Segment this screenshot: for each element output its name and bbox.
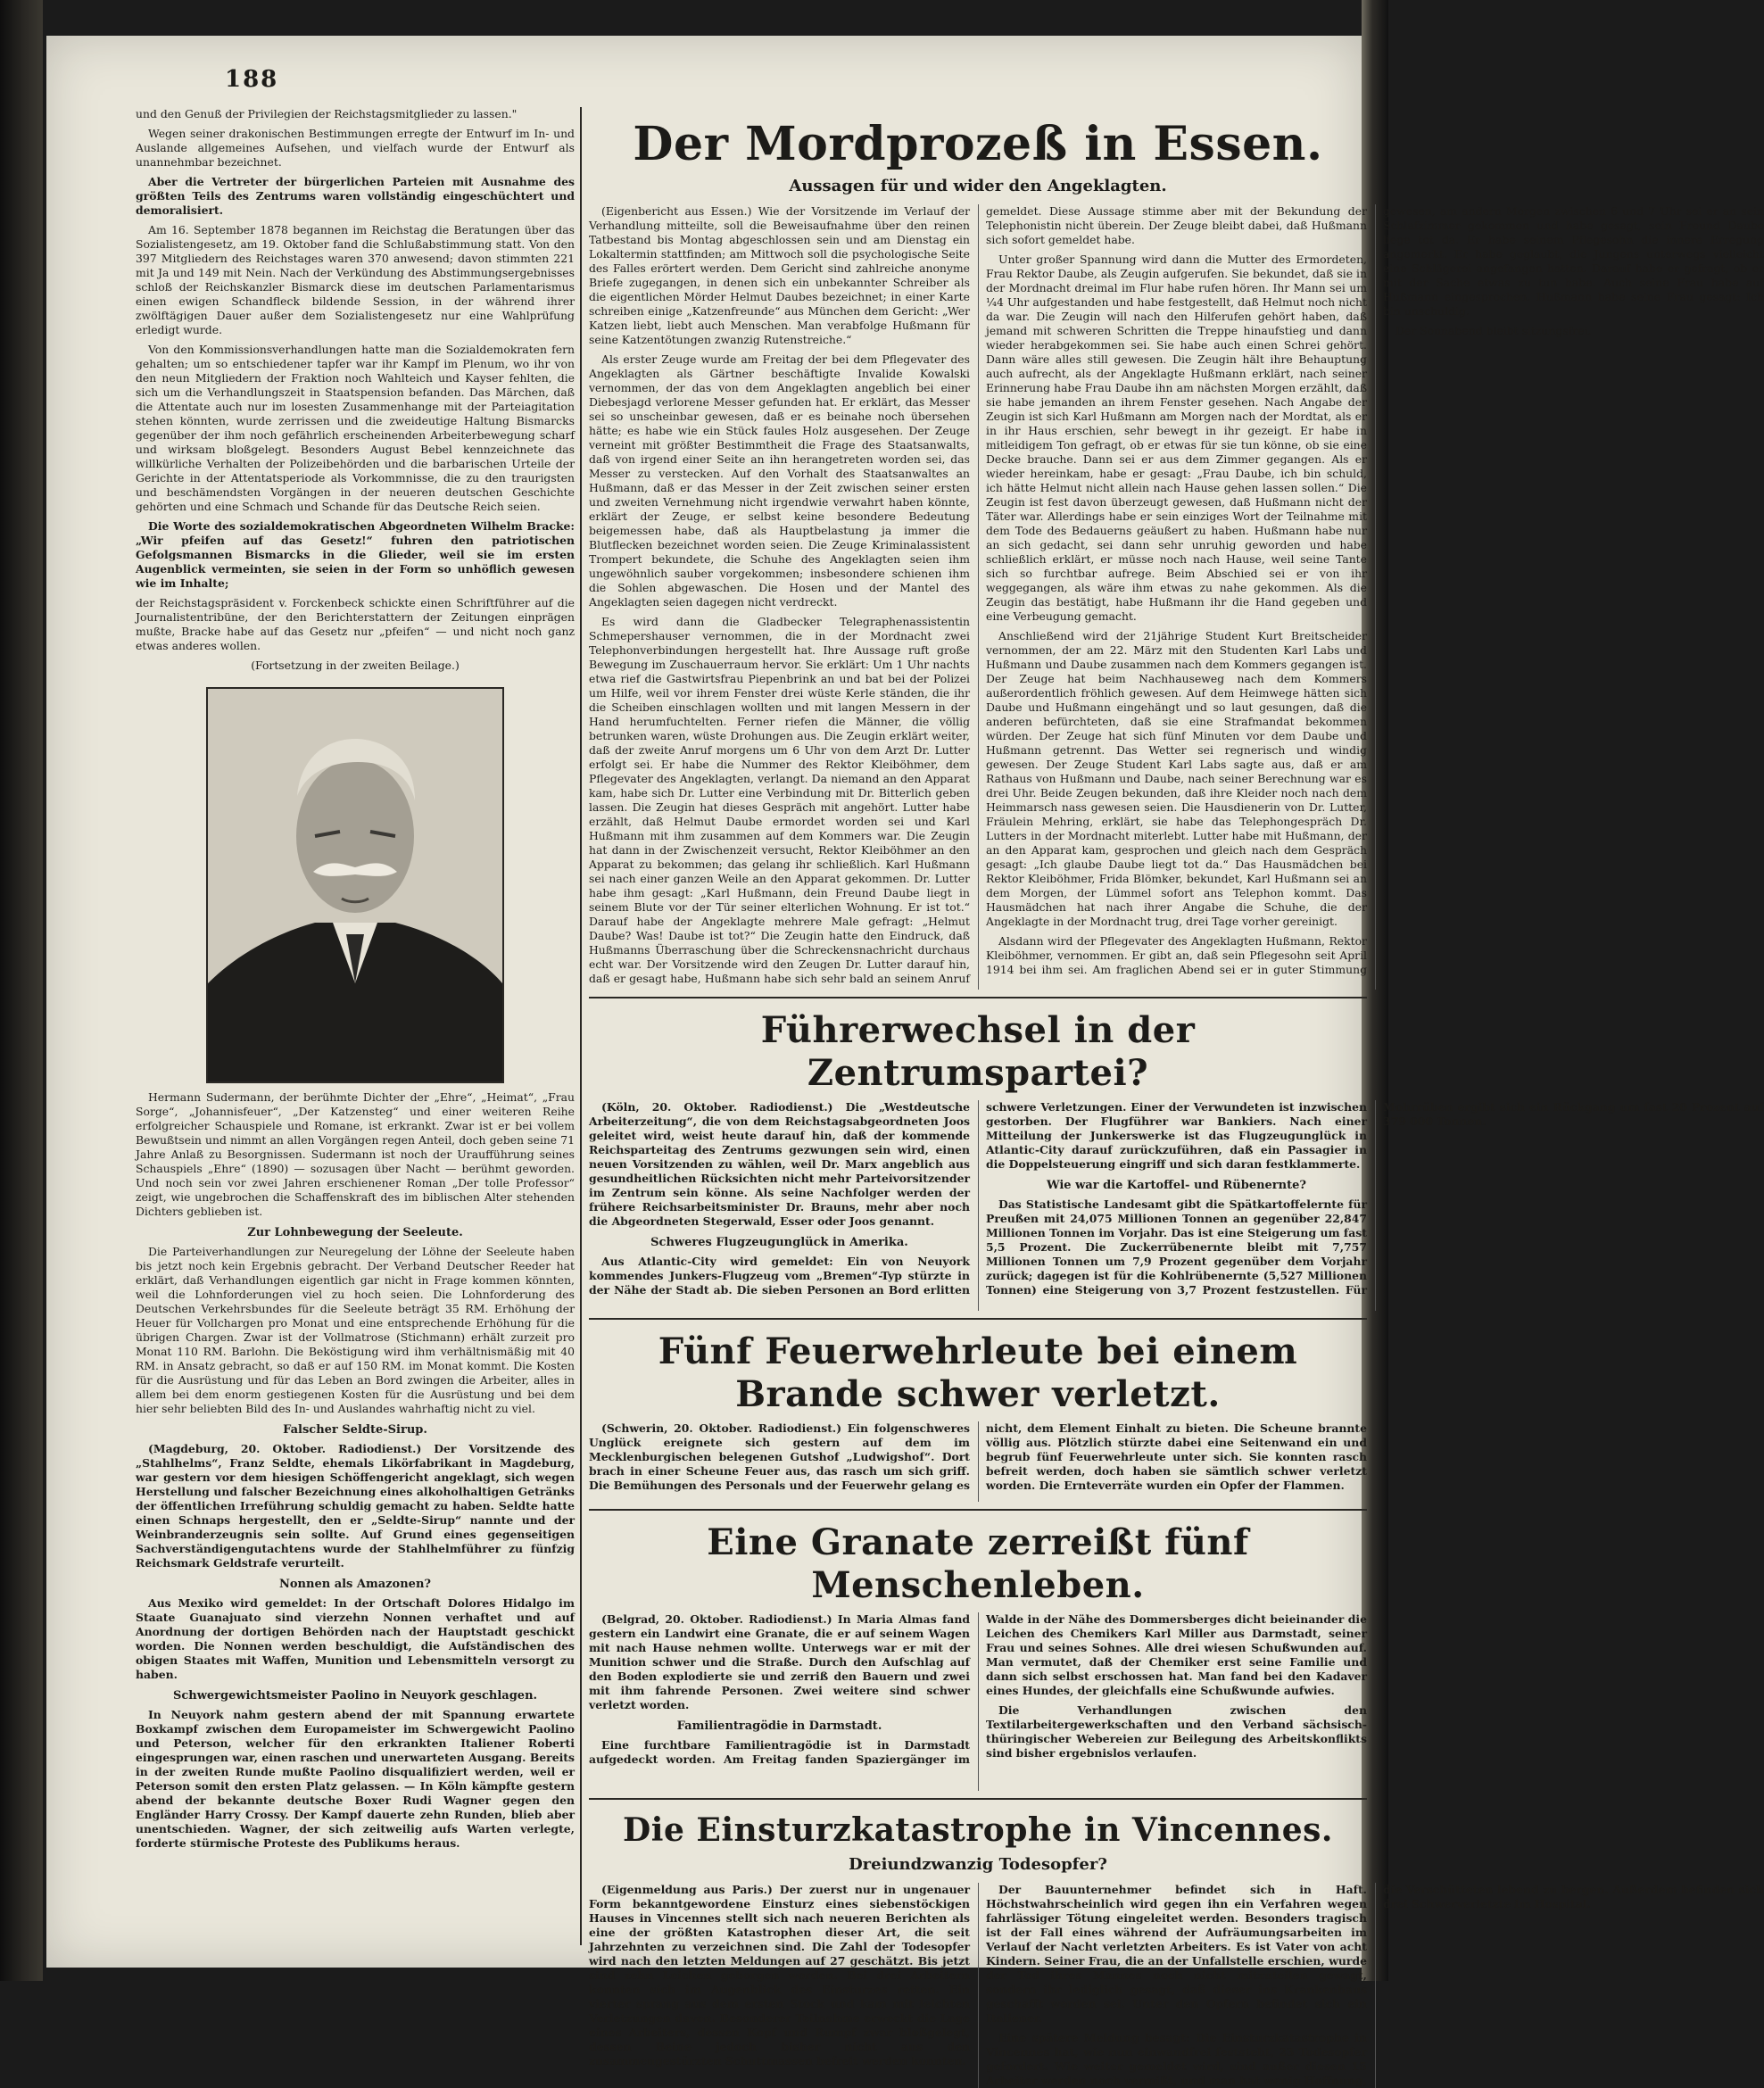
mord-headline: Der Mordprozeß in Essen.: [633, 117, 1323, 171]
left-p12: In Neuyork nahm gestern abend der mit Spannung erwartete Boxkampf zwischen dem Europameister im Schwergewicht Paolino und Peterson, welcher für den erkrankten Italiener Roberti eingesprungen war, einen raschen und unerwarteten Ausgang. Bereits in der zweiten Runde mußte Paolino disqualifiziert werden, weil er Peterson somit den ersten Platz gelassen. — In Köln kämpfte gestern abend der bekannte deutsche Boxer Rudi Wagner gegen den Engländer Harry Crossy. Der Kampf dauerte zehn Runden, blieb aber unentschieden. Wagner, der sich zeitweilig aufs Warten verlegte, forderte stürmische Proteste des Publikums heraus.: [136, 1708, 575, 1850]
mord-p6: Alsdann wird der Pflegevater des Angeklagten Hußmann, Rektor Kleiböhmer, vernommen. Er gibt an, daß sein Pflegesohn seit April 1914 bei ihm sei. Am fraglichen Abend sei er in guter Stimmung gewesen, am andern Morgen zwischen 6 und 7 Uhr sei er an sein Schlafzimmer gekommen und habe gesagt, sein Freund Daube liege tot da. Er habe seinem Pflegesohn die innere Erregung angemerkt. Er habe geglaubt, die Jungens unterwegs vielleicht eine Schlägerei angefangen hatten. Darauf habe er gefragt, ob er mit der Sache etwas zu tun habe. Auch seine Frau habe auf Hußmann eingesprochen. Hußmann habe seine Frau gesagt: Ich bin unschuldig.: [986, 204, 1764, 976]
left-p7: der Reichstagspräsident v. Forckenbeck schickte einen Schriftführer auf die Journalistentribüne, der den Berichterstattern der Zeitungen einprägen mußte, Bracke habe auf das Gesetz nur „pfeifen“ — und nicht noch ganz etwas anderes wollen.: [136, 596, 575, 652]
book-binding: [0, 0, 43, 1981]
fuehrer-p2: Aus Atlantic-City wird gemeldet: Ein von Neuyork kommendes Junkers-Flugzeug vom „Bremen“-Typ stürzte in der Nähe der Stadt ab. Die sieben Personen an Bord erlitten schwere Verletzungen. Einer der Verwundeten ist inzwischen gestorben. Der Flugführer war Bankiers. Nach einer Mitteilung der Junkerswerke ist das Flugzeugunglück in Atlantic-City darauf zurückzuführen, daß ein Passagier in die Doppelsteuerung eingriff und sich daran festklammerte.: [589, 1100, 1367, 1297]
portrait-photo: [206, 687, 504, 1083]
feuer-headline: Fünf Feuerwehrleute bei einem Brande schwer verletzt.: [658, 1330, 1298, 1415]
heading-paolino: Schwergewichtsmeister Paolino in Neuyork geschlagen.: [172, 1689, 538, 1703]
granate-p3: Die Verhandlungen zwischen den Textilarbeitergewerkschaften und den Verband sächsisch-thüringischer Webereien zur Beilegung des Arbeitskonflikts sind bisher ergebnislos verlaufen.: [986, 1703, 1367, 1760]
fuehrer-sub1: Schweres Flugzeugunglück in Amerika.: [650, 1236, 908, 1249]
newspaper-page: [46, 36, 1764, 2087]
mord-p5: Anschließend wird der 21jährige Student Kurt Breitscheider vernommen, der am 22. März mit den Studenten Karl Labs und Hußmann und Daube zusammen nach dem Kommers gegangen ist. Der Zeuge hat beim Nachhauseweg nach dem Kommers außerordentlich fröhlich gewesen. Auf dem Heimwege hätten sich Daube und Hußmann eingehängt und so laut gesungen, daß die anderen befürchteten, daß sie eine Strafmandat bekommen würden. Der Zeuge hat sich fünf Minuten vor dem Daube und Hußmann getrennt. Das Wetter sei regnerisch und windig gewesen. Der Zeuge Student Karl Labs sagte aus, daß er am Rathaus von Hußmann und Daube, nach seiner Berechnung war es drei Uhr. Beide Zeugen bekunden, daß ihre Kleider noch nach dem Heimmarsch nass gewesen seien. Die Hausdienerin von Dr. Lutter, Fräulein Mehring, erklärt, sie habe das Telephongespräch Dr. Lutters in der Mordnacht miterlebt. Lutter habe mit Hußmann, der an den Apparat kam, gesprochen und gleich nach dem Gespräch gesagt: „Ich glaube Daube liegt tot da.“ Das Hausmädchen bei Rektor Kleiböhmer, Frida Blömker, bekundet, Karl Hußmann sei an dem Morgen, der Lümmel sofort ans Telephon kommt. Das Hausmädchen hat nach ihrer Angabe die Schuhe, die der Angeklagte in der Mordnacht trug, drei Tage vorher gereinigt.: [986, 629, 1367, 928]
mord-p7: Der Sonnabend bleibt sitzungsfrei.: [1395, 324, 1592, 337]
left-p4: Am 16. September 1878 begannen im Reichstag die Beratungen über das Sozialistengesetz, am 19. Oktober fand die Schlußabstimmung statt. Von den 397 Mitgliedern des Reichstages waren 370 anwesend; davon stimmten 221 mit Ja und 149 mit Nein. Nach der Verkündung des Abstimmungsergebnisses schloß der Reichskanzler Bismarck diese im deutschen Parlamentarismus einen ewigen Schandfleck bildende Session, in der während ihrer zwölftägigen Dauer außer dem Sozialistengesetz nur eine Wahlprüfung erledigt wurde.: [136, 223, 575, 336]
divider: [589, 1509, 1367, 1511]
feuer-p1: (Schwerin, 20. Oktober. Radiodienst.) Ein folgenschweres Unglück ereignete sich gestern auf dem im Mecklenburgischen belegenen Gutshof „Ludwigshof“. Dort brach in einer Scheune Feuer aus, das rasch um sich griff. Die Bemühungen des Personals und der Feuerwehr gelang es nicht, dem Element Einhalt zu bieten. Die Scheune brannte völlig aus. Plötzlich stürzte dabei eine Seitenwand ein und begrub fünf Feuerwehrleute unter sich. Sie konnten rasch befreit werden, doch haben sie sämtlich schwer verletzt worden. Die Ernteverräte wurden ein Opfer der Flammen.: [589, 1421, 1367, 1492]
divider: [589, 1798, 1367, 1800]
vincennes-article: [589, 1883, 1764, 2088]
portrait-image: [208, 689, 502, 1081]
left-p10: (Magdeburg, 20. Oktober. Radiodienst.) Der Vorsitzende des „Stahlhelms“, Franz Seldte, ehemals Likörfabrikant in Magdeburg, war gestern vor dem hiesigen Schöffengericht angeklagt, sich wegen Herstellung und falscher Bezeichnung eines alkoholhaltigen Getränks der öffentlichen Irreführung schuldig gemacht zu haben. Seldte hatte einen Schnaps hergestellt, den er „Seldte-Sirup“ nannte und der Weinbranderzeugnis sein sollte. Auf Grund eines gegenseitigen Sachverständigengutachtens wurde der Stahlhelmführer zu fünfzig Reichsmark Geldstrafe verurteilt.: [136, 1442, 575, 1570]
left-p11: Aus Mexiko wird gemeldet: In der Ortschaft Dolores Hidalgo im Staate Guanajuato sind vierzehn Nonnen verhaftet und auf Anordnung der dortigen Behörden nach der Hauptstadt geschickt worden. Die Nonnen werden beschuldigt, die Aufständischen des obigen Staates mit Waffen, Munition und Lebensmitteln versorgt zu haben.: [136, 1596, 575, 1681]
right-column: [589, 107, 1764, 2087]
left-column: [136, 107, 575, 1945]
left-p2: Wegen seiner drakonischen Bestimmungen erregte der Entwurf im In- und Auslande allgemeines Aufsehen, und vielfach wurde der Entwurf als unannehmbar bezeichnet.: [136, 127, 575, 169]
fuehrer-article: [589, 1100, 1764, 1311]
left-p3: Aber die Vertreter der bürgerlichen Parteien mit Ausnahme des größten Teils des Zentrums waren vollständig eingeschüchtert und demoralisiert.: [136, 175, 575, 217]
feuer-article: [589, 1421, 1367, 1502]
mord-kicker: Aussagen für und wider den Angeklagten.: [789, 177, 1167, 195]
vincennes-p3: Eine spätere Meldung besagt: Die Einsturzkatastrophe in Vincennes hat, wie nun einwandfrei feststeht, 23 Todesopfer gefordert. Wie weiter gemeldet wird, sind außer diesen 15 Arbeiter werden noch vermißt, und man hat wenig Hoffnung, die Verschütteten lebend zu bergen. Außerdem befinden sich drei Schwerverletzte im Hospital.: [986, 1883, 1764, 2087]
mord-p3: Es wird dann die Gladbecker Telegraphenassistentin Schmepershauser vernommen, die in der Mordnacht zwei Telephonverbindungen hergestellt hat. Ihre Aussage ruft große Bewegung im Zuschauerraum hervor. Sie erklärt: Um 1 Uhr nachts etwa rief die Gastwirtsfrau Piepenbrink an und bat bei der Polizei um Hilfe, weil vor ihrem Fenster drei wüste Kerle ständen, die ihr die Scheiben einschlagen wollten und mit langen Messern in der Hand herumfuchtelten. Ferner riefen die Männer, die völlig betrunken waren, wüste Drohungen aus. Die Zeugin erklärt weiter, daß der zweite Anruf morgens um 6 Uhr von dem Arzt Dr. Lutter erfolgt sei. Er habe die Nummer des Rektor Kleiböhmer, dem Pflegevater des Angeklagten, verlangt. Da niemand an den Apparat kam, habe sich Dr. Lutter eine Verbindung mit Dr. Bitterlich geben lassen. Die Zeugin hat dieses Gespräch mit angehört. Lutter habe erzählt, daß Helmut Daube ermordet worden sei und Karl Hußmann mit ihm zusammen auf dem Kommers war. Die Zeugin hat dann in der Zwischenzeit versucht, Rektor Kleiböhmer an den Apparat zu bekommen; das gelang ihr schließlich. Karl Hußmann sei nach einer ganzen Weile an den Apparat gekommen. Dr. Lutter habe ihm gesagt: „Karl Hußmann, dein Freund Daube liegt in seinem Blute vor der Tür seiner elterlichen Wohnung. Er ist tot.“ Darauf habe der Angeklagte mehrere Male gefragt: „Helmut Daube? Was! Daube ist tot?“ Die Zeugin hatte den Eindruck, daß Hußmanns Überraschung über die Schreckensnachricht durchaus echt war. Der Vorsitzende wird den Zeugen Dr. Lutter darauf hin, daß er gesagt habe, Hußmann habe sich sehr bald an seinem Anruf gemeldet. Diese Aussage stimme aber mit der Bekundung der Telephonistin nicht überein. Der Zeuge bleibt dabei, daß Hußmann sich sofort gemeldet habe.: [589, 204, 1367, 985]
heading-seeleute: Zur Lohnbewegung der Seeleute.: [247, 1226, 463, 1239]
fuehrer-p3: Das Statistische Landesamt gibt die Spätkartoffelernte für Preußen mit 24,075 Millionen Tonnen an gegenüber 22,847 Millionen Tonnen im Vorjahr. Das ist eine Steigerung um fast 5,5 Prozent. Die Zuckerrübenernte bleibt mit 7,757 Millionen Tonnen um 7,9 Prozent gegenüber dem Vorjahr zurück; dagegen ist für die Kohlrübenernte (5,527 Millionen Tonnen) eine Steigerung von 3,7 Prozent festzustellen. Für Mohrrüben ergibt sich ein Rückgang um fast 20 Prozent auf 379 000 Tonnen.: [986, 1100, 1764, 1297]
fuehrer-sub2: Wie war die Kartoffel- und Rübenernte?: [1046, 1179, 1307, 1192]
column-rule: [580, 107, 582, 1945]
granate-sub1: Familientragödie in Darmstadt.: [676, 1719, 882, 1733]
fuehrer-p1: (Köln, 20. Oktober. Radiodienst.) Die „Westdeutsche Arbeiterzeitung“, die von dem Reichstagsabgeordneten Joos geleitet wird, weist heute darauf hin, daß der kommende Reichsparteitag des Zentrums gezwungen sein wird, einen neuen Vorsitzenden zu wählen, weil Dr. Marx angeblich aus gesundheitlichen Rücksichten nicht mehr Parteivorsitzender im Zentrum sein könne. Als seine Nachfolger werden der frühere Reichsarbeitsminister Dr. Brauns, mehr aber noch die Abgeordneten Stegerwald, Esser oder Joos genannt.: [589, 1100, 970, 1228]
left-p6: Die Worte des sozialdemokratischen Abgeordneten Wilhelm Bracke: „Wir pfeifen auf das Gesetz!“ fuhren den patriotischen Gefolgsmannen Bismarcks in die Glieder, weil sie im ersten Augenblick vermeinten, sie seien in der Form so unhöflich gewesen wie im Inhalte;: [136, 519, 575, 590]
heading-nonnen: Nonnen als Amazonen?: [278, 1578, 432, 1591]
fuehrer-headline: Führerwechsel in der Zentrumspartei?: [760, 1009, 1196, 1094]
left-p1: und den Genuß der Privilegien der Reichstagsmitglieder zu lassen.": [136, 107, 518, 120]
divider: [589, 997, 1367, 998]
divider: [589, 1318, 1367, 1320]
left-p9: Die Parteiverhandlungen zur Neuregelung der Löhne der Seeleute haben bis jetzt noch kein Ergebnis gebracht. Der Verband Deutscher Reeder hat erklärt, daß Verhandlungen eigentlich gar nicht in Frage kommen könnten, weil die Lohnforderungen viel zu hoch seien. Die Lohnforderung des Deutschen Verkehrsbundes für die Seeleute beträgt 35 RM. Erhöhung der Heuer für Vollchargen pro Monat und eine entsprechende Erhöhung für die übrigen Chargen. Zwar ist der Vollmatrose (Stichmann) erhält zurzeit pro Monat 110 RM. Barlohn. Die Beköstigung wird ihm verhältnismäßig mit 40 RM. in Ansatz gebracht, so daß er auf 150 RM. im Monat kommt. Die Kosten für die Ausrüstung und für das Leben an Bord zwingen die Arbeiter, alles in allem bei dem enorm gestiegenen Kosten für die Ausrüstung und bei dem hier sehr beliebten Bild des In- und Auslandes wahrhaftig nicht zu viel.: [136, 1245, 575, 1415]
granate-p2: Eine furchtbare Familientragödie ist in Darmstadt aufgedeckt worden. Am Freitag fanden Spaziergänger im Walde in der Nähe des Dommersberges dicht beieinander die Leichen des Chemikers Karl Miller aus Darmstadt, seiner Frau und seines Sohnes. Alle drei wiesen Schußwunden auf. Man vermutet, daß der Chemiker erst seine Familie und dann sich selbst erschossen hat. Man fand bei den Kadaver eines Hundes, der gleichfalls eine Schußwunde aufwies.: [589, 1612, 1367, 1766]
portrait-caption: Hermann Sudermann, der berühmte Dichter der „Ehre“, „Heimat“, „Frau Sorge“, „Johannisfeuer“, „Der Katzensteg“ und einer weiteren Reihe erfolgreicher Schauspiele und Romane, ist erkrankt. Zwar ist er bei vollem Bewußtsein und nimmt an allen Vorgängen regen Anteil, doch geben seine 71 Jahre Anlaß zu Besorgnissen. Sudermann ist noch der Uraufführung seines Schauspiels „Ehre“ (1890) — sozusagen über Nacht — berühmt geworden. Und noch sein vor zwei Jahren erschienener Roman „Der tolle Professor“ zeigt, wie ungebrochen die Schaffenskraft des im biblischen Alter stehenden Dichters geblieben ist.: [136, 1090, 575, 1218]
mord-p1: (Eigenbericht aus Essen.) Wie der Vorsitzende im Verlauf der Verhandlung mitteilte, soll die Beweisaufnahme über den reinen Tatbestand bis Montag abgeschlossen sein und am Dienstag ein Lokaltermin stattfinden; am Mittwoch soll die psychologische Seite des Falles erörtert werden. Dem Gericht sind zahlreiche anonyme Briefe zugegangen, in denen sich ein unbekannter Schreiber als die eigentlichen Mörder Helmut Daubes bezeichnet; in einer Karte schreiben einige „Katzenfreunde“ aus München dem Gericht: „Wer Katzen liebt, liebt auch Menschen. Man verabfolge Hußmann für seine Katzentötungen zwanzig Rutenstreiche.“: [589, 204, 970, 346]
mord-p4: Unter großer Spannung wird dann die Mutter des Ermordeten, Frau Rektor Daube, als Zeugin aufgerufen. Sie bekundet, daß sie in der Mordnacht dreimal im Flur habe rufen hören. Ihr Mann sei um ¼4 Uhr aufgestanden und habe festgestellt, daß Helmut noch nicht da war. Die Zeugin will nach den Hilferufen gehört haben, daß jemand mit schweren Schritten die Treppe hinaufstieg und dann wieder herabgekommen sei. Sie habe auch einen Schrei gehört. Dann wäre alles still gewesen. Die Zeugin hält ihre Behauptung auch aufrecht, als der Angeklagte Hußmann erklärt, nach seiner Erinnerung habe Frau Daube ihn am nächsten Morgen erzählt, daß sie habe jemanden an ihrem Fenster gesehen. Nach Angabe der Zeugin ist sich Karl Hußmann am Morgen nach der Mordtat, als er in ihr Haus erschien, sehr bewegt in ihr gezeigt. Er habe in mitleidigem Ton gefragt, ob er etwas für sie tun könne, ob sie eine Decke brauche. Dann sei er aus dem Zimmer gegangen. Als er wieder hereinkam, habe er gesagt: „Frau Daube, ich bin schuld, ich hätte Helmut nicht allein nach Hause gehen lassen sollen.“ Die Zeugin ist fest davon überzeugt gewesen, daß Hußmann nicht der Täter war. Allerdings habe er sein einziges Wort der Teilnahme mit dem Tode des Bedauerns geäußert zu haben. Hußmann habe nur an sich gedacht, sei dann sehr unruhig geworden und habe schließlich erklärt, er müsse noch nach Hause, weil seine Tante sich so furchtbar aufrege. Beim Abschied sei er von ihr weggegangen, als wäre ihm etwas zu nahe gekommen. Als die Zeugin das bestätigt, habe Hußmann ihr die Hand gegeben und eine Verbeugung gemacht.: [986, 253, 1367, 623]
heading-seldte: Falscher Seldte-Sirup.: [283, 1423, 427, 1437]
granate-article: [589, 1612, 1367, 1791]
vincennes-p2: Der Bauunternehmer befindet sich in Haft. Höchstwahrscheinlich wird gegen ihn ein Verfahren wegen fahrlässiger Tötung eingeleitet werden. Besonders tragisch ist der Fall eines während der Aufräumungsarbeiten im Verlauf der Nacht verletzten Arbeiters. Es ist Vater von acht Kindern. Seiner Frau, die an der Unfallstelle erschien, wurde der Tod ihres Mannes noch nicht mitzuteilen gewagt, sondern ihr lediglich gesagt, daß dieser ins Krankenhaus geschafft worden sei. Unter den Opfern befindet sich ein Italiener.: [986, 1883, 1367, 2025]
left-p8: (Fortsetzung in der zweiten Beilage.): [251, 659, 460, 672]
vincennes-headline: Die Einsturzkatastrophe in Vincennes.: [623, 1811, 1333, 1849]
vincennes-kicker: Dreiundzwanzig Todesopfer?: [849, 1855, 1107, 1874]
granate-headline: Eine Granate zerreißt fünf Menschenleben.: [707, 1521, 1249, 1606]
page-number: 188: [225, 66, 279, 93]
granate-p1: (Belgrad, 20. Oktober. Radiodienst.) In Maria Almas fand gestern ein Landwirt eine Granate, die er auf seinem Wagen mit nach Hause nehmen wollte. Unterwegs war er mit der Munition schwer und die Straße. Durch den Aufschlag auf den Boden explodierte sie und zerriß den Bauern und zwei mit ihm fahrende Personen. Zwei weitere sind schwer verletzt worden.: [589, 1612, 970, 1711]
vincennes-p1: (Eigenmeldung aus Paris.) Der zuerst nur in ungenauer Form bekanntgewordene Einsturz eines siebenstöckigen Hauses in Vincennes stellt sich nach neueren Berichten als eine der größten Katastrophen dieser Art, die seit Jahrzehnten zu verzeichnen sind. Die Zahl der Todesopfer wird nach den letzten Meldungen auf 27 geschätzt. Bis jetzt sind zehn Leichen geborgen worden. Bei drei Arbeitern konnten sich im Augenblick des Einsturzes retten. Ein vierter sprang aus dem ersten Stock und kam mit leichten Verletzungen davon. Besonderer Teilnahme erweckt die Lage eines Arbeiters, dessen Kopf und Rumpf zwar bloßgelegt, dessen Beine jedoch bisher nicht aus den zusammengestürzten Schuttmassen befreit werden konnten.: [589, 1883, 970, 2067]
left-p5: Von den Kommissionsverhandlungen hatte man die Sozialdemokraten fern gehalten; um so entschiedener tapfer war ihr Kampf im Plenum, wo ihr von den neun Mitgliedern der Fraktion noch Wahlteich und Kayser fehlten, die sich um die Verhandlungszeit in Staatspension befanden. Das Märchen, daß die Attentate auch nur im losesten Zusammenhange mit der Parteiagitation stehen könnten, wurde zerrissen und die zweideutige Haltung Bismarcks gegenüber der ihm noch gefährlich erscheinenden Arbeiterbewegung scharf und wirksam bloßgelegt. Besonders August Bebel kennzeichnete das willkürliche Verhalten der Polizeibehörden und die barbarischen Urteile der Gerichte in der Attentatsperiode als Vorkommnisse, die zu den traurigsten und beschämendsten Vorgängen in der neueren deutschen Geschichte gehörten und eine Schmach und Schande für das Deutsche Reich seien.: [136, 343, 575, 513]
mord-article: [589, 204, 1764, 990]
mord-p2: Als erster Zeuge wurde am Freitag der bei dem Pflegevater des Angeklagten als Gärtner beschäftigte Invalide Kowalski vernommen, der das von dem Angeklagten angeblich bei einer Diebesjagd verlorene Messer gefunden hat. Er erklärt, das Messer sei so unscheinbar gewesen, daß er es beinahe noch übersehen hätte; es habe wie ein Stück faules Holz ausgesehen. Der Zeuge verneint mit größter Bestimmtheit die Frage des Staatsanwalts, daß von irgend einer Seite an ihn herangetreten worden sei, das Messer zu verstecken. Auf den Vorhalt des Staatsanwaltes an Hußmann, daß er das Messer in der Zeit zwischen seiner ersten und zweiten Vernehmung nicht irgendwie verwahrt haben könnte, erklärt der Zeuge, er selbst keine besondere Bedeutung beigemessen habe, daß als Hauptbelastung ja immer die Blutflecken bezeichnet worden seien. Die Zeuge Kriminalassistent Trompert bekundete, die Schuhe des Angeklagten seien ihm ungewöhnlich sauber vorgekommen; insbesondere schienen ihm die Sohlen abgewaschen. Die Hosen und der Mantel des Angeklagten seien dagegen nicht verdreckt.: [589, 352, 970, 609]
